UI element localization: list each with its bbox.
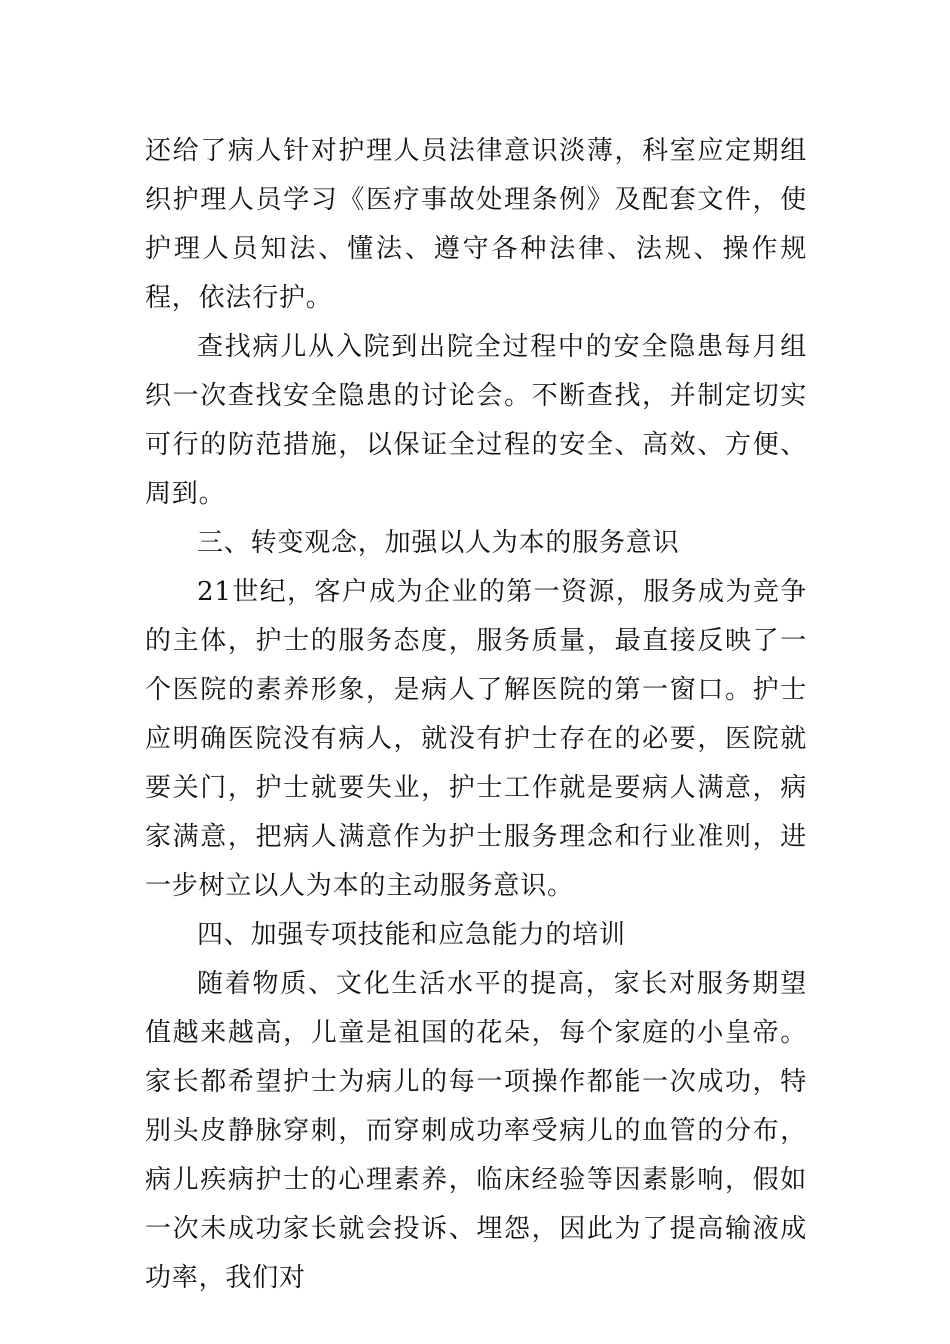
section-heading-service-awareness: 三、转变观念，加强以人为本的服务意识 bbox=[197, 528, 680, 558]
paragraph-safety-hazards: 查找病儿从入院到出院全过程中的安全隐患每月组织一次查找安全隐患的讨论会。不断查找，并制定切实可行的防范措施，以保证全过程的安全、高效、方便、周到。 bbox=[145, 332, 807, 509]
section-heading-skills-training: 四、加强专项技能和应急能力的培训 bbox=[197, 920, 626, 950]
document-body bbox=[145, 127, 807, 1303]
paragraph-skills-training: 随着物质、文化生活水平的提高，家长对服务期望值越来越高，儿童是祖国的花朵，每个家庭的小皇帝。家长都希望护士为病儿的每一项操作都能一次成功，特别头皮静脉穿刺，而穿刺成功率受病儿的血管的分布，病儿疾病护士的心理素养，临床经验等因素影响，假如一次未成功家长就会投诉、埋怨，因此为了提高输液成功率，我们对 bbox=[145, 969, 807, 1293]
paragraph-legal-awareness: 还给了病人针对护理人员法律意识淡薄，科室应定期组织护理人员学习《医疗事故处理条例》及配套文件，使护理人员知法、懂法、遵守各种法律、法规、操作规程，依法行护。 bbox=[145, 136, 807, 313]
paragraph-service-concept: 21世纪，客户成为企业的第一资源，服务成为竞争的主体，护士的服务态度，服务质量，最直接反映了一个医院的素养形象，是病人了解医院的第一窗口。护士应明确医院没有病人，就没有护士存在的必要，医院就要关门，护士就要失业，护士工作就是要病人满意，病家满意，把病人满意作为护士服务理念和行业准则，进一步树立以人为本的主动服务意识。 bbox=[145, 577, 807, 901]
